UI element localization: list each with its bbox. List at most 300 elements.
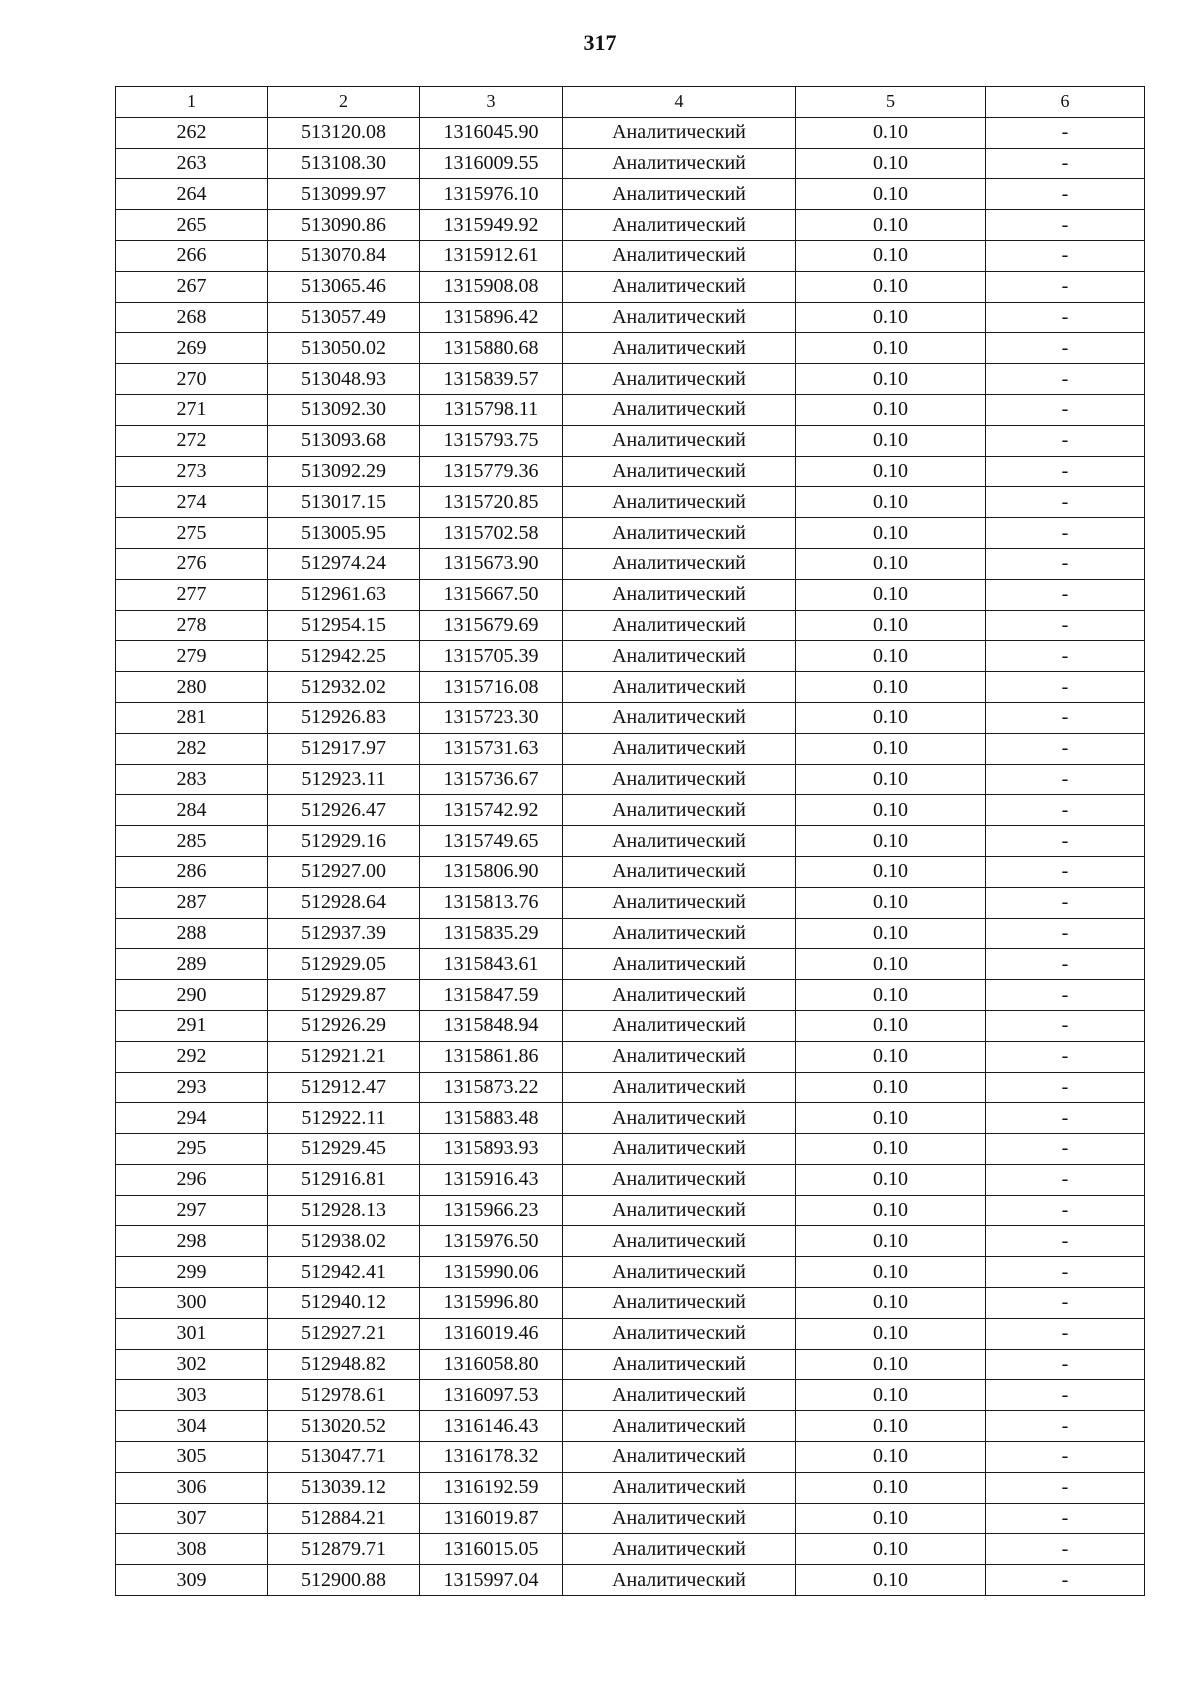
x-coordinate-cell: 512926.47 [268,795,420,826]
x-coordinate-cell: 512916.81 [268,1164,420,1195]
x-coordinate-cell: 512929.45 [268,1134,420,1165]
table-row [116,1565,1145,1596]
note-cell: - [986,1103,1145,1134]
table-row [116,1442,1145,1473]
y-coordinate-cell: 1315893.93 [420,1134,563,1165]
table-row [116,949,1145,980]
method-cell: Аналитический [563,518,796,549]
method-cell: Аналитический [563,1195,796,1226]
table-row [116,1257,1145,1288]
note-cell: - [986,487,1145,518]
note-cell: - [986,1134,1145,1165]
method-cell: Аналитический [563,641,796,672]
note-cell: - [986,1195,1145,1226]
note-cell: - [986,1565,1145,1596]
point-number-cell: 290 [116,980,268,1011]
point-number-cell: 294 [116,1103,268,1134]
method-cell: Аналитический [563,148,796,179]
accuracy-cell: 0.10 [796,733,986,764]
note-cell: - [986,949,1145,980]
y-coordinate-cell: 1315997.04 [420,1565,563,1596]
note-cell: - [986,795,1145,826]
x-coordinate-cell: 512900.88 [268,1565,420,1596]
note-cell: - [986,1072,1145,1103]
method-cell: Аналитический [563,548,796,579]
note-cell: - [986,425,1145,456]
x-coordinate-cell: 512927.00 [268,856,420,887]
x-coordinate-cell: 512942.25 [268,641,420,672]
accuracy-cell: 0.10 [796,548,986,579]
note-cell: - [986,918,1145,949]
x-coordinate-cell: 512922.11 [268,1103,420,1134]
note-cell: - [986,733,1145,764]
method-cell: Аналитический [563,1226,796,1257]
method-cell: Аналитический [563,1134,796,1165]
method-cell: Аналитический [563,394,796,425]
method-cell: Аналитический [563,610,796,641]
accuracy-cell: 0.10 [796,1380,986,1411]
table-row [116,210,1145,241]
point-number-cell: 307 [116,1503,268,1534]
point-number-cell: 287 [116,887,268,918]
accuracy-cell: 0.10 [796,1257,986,1288]
x-coordinate-cell: 513093.68 [268,425,420,456]
note-cell: - [986,210,1145,241]
x-coordinate-cell: 512879.71 [268,1534,420,1565]
table-row [116,1041,1145,1072]
table-row [116,1103,1145,1134]
table-row [116,1503,1145,1534]
table-row [116,1318,1145,1349]
point-number-cell: 269 [116,333,268,364]
accuracy-cell: 0.10 [796,1103,986,1134]
accuracy-cell: 0.10 [796,456,986,487]
table-row [116,1472,1145,1503]
x-coordinate-cell: 512917.97 [268,733,420,764]
note-cell: - [986,1318,1145,1349]
point-number-cell: 278 [116,610,268,641]
x-coordinate-cell: 513050.02 [268,333,420,364]
table-row [116,1164,1145,1195]
table-row [116,1349,1145,1380]
method-cell: Аналитический [563,1072,796,1103]
method-cell: Аналитический [563,1041,796,1072]
accuracy-cell: 0.10 [796,1134,986,1165]
accuracy-cell: 0.10 [796,1072,986,1103]
table-row [116,856,1145,887]
y-coordinate-cell: 1315847.59 [420,980,563,1011]
y-coordinate-cell: 1316058.80 [420,1349,563,1380]
accuracy-cell: 0.10 [796,1534,986,1565]
x-coordinate-cell: 512940.12 [268,1288,420,1319]
note-cell: - [986,641,1145,672]
y-coordinate-cell: 1315861.86 [420,1041,563,1072]
note-cell: - [986,1257,1145,1288]
accuracy-cell: 0.10 [796,918,986,949]
accuracy-cell: 0.10 [796,1041,986,1072]
method-cell: Аналитический [563,702,796,733]
y-coordinate-cell: 1315731.63 [420,733,563,764]
accuracy-cell: 0.10 [796,271,986,302]
y-coordinate-cell: 1315848.94 [420,1010,563,1041]
note-cell: - [986,887,1145,918]
y-coordinate-cell: 1315793.75 [420,425,563,456]
point-number-cell: 266 [116,240,268,271]
point-number-cell: 279 [116,641,268,672]
accuracy-cell: 0.10 [796,764,986,795]
y-coordinate-cell: 1315912.61 [420,240,563,271]
accuracy-cell: 0.10 [796,425,986,456]
table-row [116,672,1145,703]
table-row [116,1226,1145,1257]
y-coordinate-cell: 1316045.90 [420,117,563,148]
table-row [116,240,1145,271]
x-coordinate-cell: 512928.13 [268,1195,420,1226]
x-coordinate-cell: 512978.61 [268,1380,420,1411]
x-coordinate-cell: 513020.52 [268,1411,420,1442]
method-cell: Аналитический [563,856,796,887]
point-number-cell: 281 [116,702,268,733]
x-coordinate-cell: 512928.64 [268,887,420,918]
method-cell: Аналитический [563,826,796,857]
accuracy-cell: 0.10 [796,117,986,148]
point-number-cell: 285 [116,826,268,857]
y-coordinate-cell: 1315835.29 [420,918,563,949]
method-cell: Аналитический [563,117,796,148]
point-number-cell: 305 [116,1442,268,1473]
y-coordinate-cell: 1316019.46 [420,1318,563,1349]
note-cell: - [986,856,1145,887]
point-number-cell: 298 [116,1226,268,1257]
point-number-cell: 270 [116,364,268,395]
accuracy-cell: 0.10 [796,1411,986,1442]
table-row [116,1072,1145,1103]
method-cell: Аналитический [563,271,796,302]
note-cell: - [986,1472,1145,1503]
y-coordinate-cell: 1315880.68 [420,333,563,364]
point-number-cell: 297 [116,1195,268,1226]
point-number-cell: 264 [116,179,268,210]
method-cell: Аналитический [563,918,796,949]
table-row [116,764,1145,795]
table-row [116,148,1145,179]
x-coordinate-cell: 512932.02 [268,672,420,703]
method-cell: Аналитический [563,425,796,456]
point-number-cell: 288 [116,918,268,949]
method-cell: Аналитический [563,364,796,395]
method-cell: Аналитический [563,179,796,210]
accuracy-cell: 0.10 [796,641,986,672]
point-number-cell: 275 [116,518,268,549]
note-cell: - [986,364,1145,395]
coordinates-table [115,86,1145,1596]
point-number-cell: 302 [116,1349,268,1380]
accuracy-cell: 0.10 [796,1442,986,1473]
table-row [116,333,1145,364]
point-number-cell: 295 [116,1134,268,1165]
note-cell: - [986,456,1145,487]
note-cell: - [986,179,1145,210]
method-cell: Аналитический [563,672,796,703]
x-coordinate-cell: 512884.21 [268,1503,420,1534]
table-row [116,394,1145,425]
note-cell: - [986,518,1145,549]
method-cell: Аналитический [563,210,796,241]
point-number-cell: 282 [116,733,268,764]
note-cell: - [986,1380,1145,1411]
note-cell: - [986,394,1145,425]
y-coordinate-cell: 1315667.50 [420,579,563,610]
accuracy-cell: 0.10 [796,1349,986,1380]
note-cell: - [986,826,1145,857]
y-coordinate-cell: 1315873.22 [420,1072,563,1103]
x-coordinate-cell: 512929.05 [268,949,420,980]
table-row [116,518,1145,549]
accuracy-cell: 0.10 [796,240,986,271]
table-header-row [116,87,1145,118]
x-coordinate-cell: 512948.82 [268,1349,420,1380]
point-number-cell: 296 [116,1164,268,1195]
table-row [116,487,1145,518]
x-coordinate-cell: 513017.15 [268,487,420,518]
point-number-cell: 280 [116,672,268,703]
y-coordinate-cell: 1316019.87 [420,1503,563,1534]
accuracy-cell: 0.10 [796,672,986,703]
y-coordinate-cell: 1315749.65 [420,826,563,857]
x-coordinate-cell: 512927.21 [268,1318,420,1349]
note-cell: - [986,1288,1145,1319]
y-coordinate-cell: 1315843.61 [420,949,563,980]
y-coordinate-cell: 1315705.39 [420,641,563,672]
y-coordinate-cell: 1315723.30 [420,702,563,733]
note-cell: - [986,610,1145,641]
y-coordinate-cell: 1315949.92 [420,210,563,241]
table-row [116,364,1145,395]
point-number-cell: 289 [116,949,268,980]
point-number-cell: 308 [116,1534,268,1565]
x-coordinate-cell: 513070.84 [268,240,420,271]
table-row [116,302,1145,333]
column-header-6: 6 [986,87,1145,118]
accuracy-cell: 0.10 [796,1164,986,1195]
accuracy-cell: 0.10 [796,1565,986,1596]
method-cell: Аналитический [563,1103,796,1134]
note-cell: - [986,1164,1145,1195]
accuracy-cell: 0.10 [796,1010,986,1041]
table-row [116,1534,1145,1565]
point-number-cell: 301 [116,1318,268,1349]
y-coordinate-cell: 1315976.50 [420,1226,563,1257]
note-cell: - [986,548,1145,579]
x-coordinate-cell: 513120.08 [268,117,420,148]
method-cell: Аналитический [563,980,796,1011]
accuracy-cell: 0.10 [796,826,986,857]
point-number-cell: 274 [116,487,268,518]
table-row [116,918,1145,949]
note-cell: - [986,1442,1145,1473]
method-cell: Аналитический [563,333,796,364]
accuracy-cell: 0.10 [796,949,986,980]
table-row [116,117,1145,148]
point-number-cell: 271 [116,394,268,425]
method-cell: Аналитический [563,1257,796,1288]
y-coordinate-cell: 1316015.05 [420,1534,563,1565]
y-coordinate-cell: 1315976.10 [420,179,563,210]
table-row [116,887,1145,918]
x-coordinate-cell: 512929.16 [268,826,420,857]
note-cell: - [986,271,1145,302]
method-cell: Аналитический [563,1565,796,1596]
x-coordinate-cell: 513065.46 [268,271,420,302]
accuracy-cell: 0.10 [796,795,986,826]
accuracy-cell: 0.10 [796,610,986,641]
y-coordinate-cell: 1316146.43 [420,1411,563,1442]
note-cell: - [986,702,1145,733]
x-coordinate-cell: 513099.97 [268,179,420,210]
accuracy-cell: 0.10 [796,1472,986,1503]
accuracy-cell: 0.10 [796,518,986,549]
accuracy-cell: 0.10 [796,333,986,364]
point-number-cell: 262 [116,117,268,148]
method-cell: Аналитический [563,1472,796,1503]
y-coordinate-cell: 1315798.11 [420,394,563,425]
table-row [116,548,1145,579]
note-cell: - [986,117,1145,148]
table-row [116,1411,1145,1442]
x-coordinate-cell: 512974.24 [268,548,420,579]
note-cell: - [986,1041,1145,1072]
accuracy-cell: 0.10 [796,148,986,179]
method-cell: Аналитический [563,1010,796,1041]
y-coordinate-cell: 1316097.53 [420,1380,563,1411]
point-number-cell: 263 [116,148,268,179]
note-cell: - [986,980,1145,1011]
point-number-cell: 291 [116,1010,268,1041]
method-cell: Аналитический [563,579,796,610]
y-coordinate-cell: 1315966.23 [420,1195,563,1226]
y-coordinate-cell: 1316178.32 [420,1442,563,1473]
method-cell: Аналитический [563,240,796,271]
point-number-cell: 292 [116,1041,268,1072]
method-cell: Аналитический [563,1164,796,1195]
table-row [116,702,1145,733]
table-row [116,1195,1145,1226]
table-row [116,1134,1145,1165]
accuracy-cell: 0.10 [796,579,986,610]
method-cell: Аналитический [563,1411,796,1442]
table-row [116,179,1145,210]
table-row [116,795,1145,826]
note-cell: - [986,1534,1145,1565]
x-coordinate-cell: 513057.49 [268,302,420,333]
x-coordinate-cell: 512926.83 [268,702,420,733]
accuracy-cell: 0.10 [796,210,986,241]
column-header-3: 3 [420,87,563,118]
y-coordinate-cell: 1316009.55 [420,148,563,179]
accuracy-cell: 0.10 [796,364,986,395]
method-cell: Аналитический [563,887,796,918]
table-body [116,117,1145,1595]
accuracy-cell: 0.10 [796,1288,986,1319]
point-number-cell: 276 [116,548,268,579]
point-number-cell: 300 [116,1288,268,1319]
y-coordinate-cell: 1315720.85 [420,487,563,518]
point-number-cell: 306 [116,1472,268,1503]
note-cell: - [986,302,1145,333]
page-number: 317 [583,30,617,55]
point-number-cell: 309 [116,1565,268,1596]
x-coordinate-cell: 513092.30 [268,394,420,425]
note-cell: - [986,1010,1145,1041]
x-coordinate-cell: 512929.87 [268,980,420,1011]
x-coordinate-cell: 513005.95 [268,518,420,549]
x-coordinate-cell: 512942.41 [268,1257,420,1288]
y-coordinate-cell: 1315679.69 [420,610,563,641]
accuracy-cell: 0.10 [796,1503,986,1534]
x-coordinate-cell: 512938.02 [268,1226,420,1257]
method-cell: Аналитический [563,949,796,980]
x-coordinate-cell: 513090.86 [268,210,420,241]
method-cell: Аналитический [563,1349,796,1380]
accuracy-cell: 0.10 [796,702,986,733]
note-cell: - [986,1411,1145,1442]
accuracy-cell: 0.10 [796,1226,986,1257]
method-cell: Аналитический [563,1288,796,1319]
y-coordinate-cell: 1315779.36 [420,456,563,487]
accuracy-cell: 0.10 [796,302,986,333]
method-cell: Аналитический [563,302,796,333]
table-row [116,1288,1145,1319]
table-row [116,980,1145,1011]
column-header-1: 1 [116,87,268,118]
method-cell: Аналитический [563,1442,796,1473]
y-coordinate-cell: 1315813.76 [420,887,563,918]
table-row [116,425,1145,456]
point-number-cell: 299 [116,1257,268,1288]
note-cell: - [986,672,1145,703]
note-cell: - [986,1226,1145,1257]
point-number-cell: 293 [116,1072,268,1103]
table-row [116,641,1145,672]
point-number-cell: 272 [116,425,268,456]
point-number-cell: 268 [116,302,268,333]
point-number-cell: 283 [116,764,268,795]
method-cell: Аналитический [563,733,796,764]
y-coordinate-cell: 1315742.92 [420,795,563,826]
y-coordinate-cell: 1315839.57 [420,364,563,395]
y-coordinate-cell: 1315736.67 [420,764,563,795]
point-number-cell: 277 [116,579,268,610]
method-cell: Аналитический [563,487,796,518]
table-row [116,610,1145,641]
y-coordinate-cell: 1315908.08 [420,271,563,302]
x-coordinate-cell: 512954.15 [268,610,420,641]
table-row [116,1380,1145,1411]
y-coordinate-cell: 1315673.90 [420,548,563,579]
method-cell: Аналитический [563,1534,796,1565]
point-number-cell: 284 [116,795,268,826]
method-cell: Аналитический [563,1380,796,1411]
y-coordinate-cell: 1315896.42 [420,302,563,333]
table-row [116,826,1145,857]
x-coordinate-cell: 512923.11 [268,764,420,795]
x-coordinate-cell: 513039.12 [268,1472,420,1503]
accuracy-cell: 0.10 [796,1195,986,1226]
method-cell: Аналитический [563,456,796,487]
method-cell: Аналитический [563,795,796,826]
y-coordinate-cell: 1315806.90 [420,856,563,887]
table-row [116,271,1145,302]
